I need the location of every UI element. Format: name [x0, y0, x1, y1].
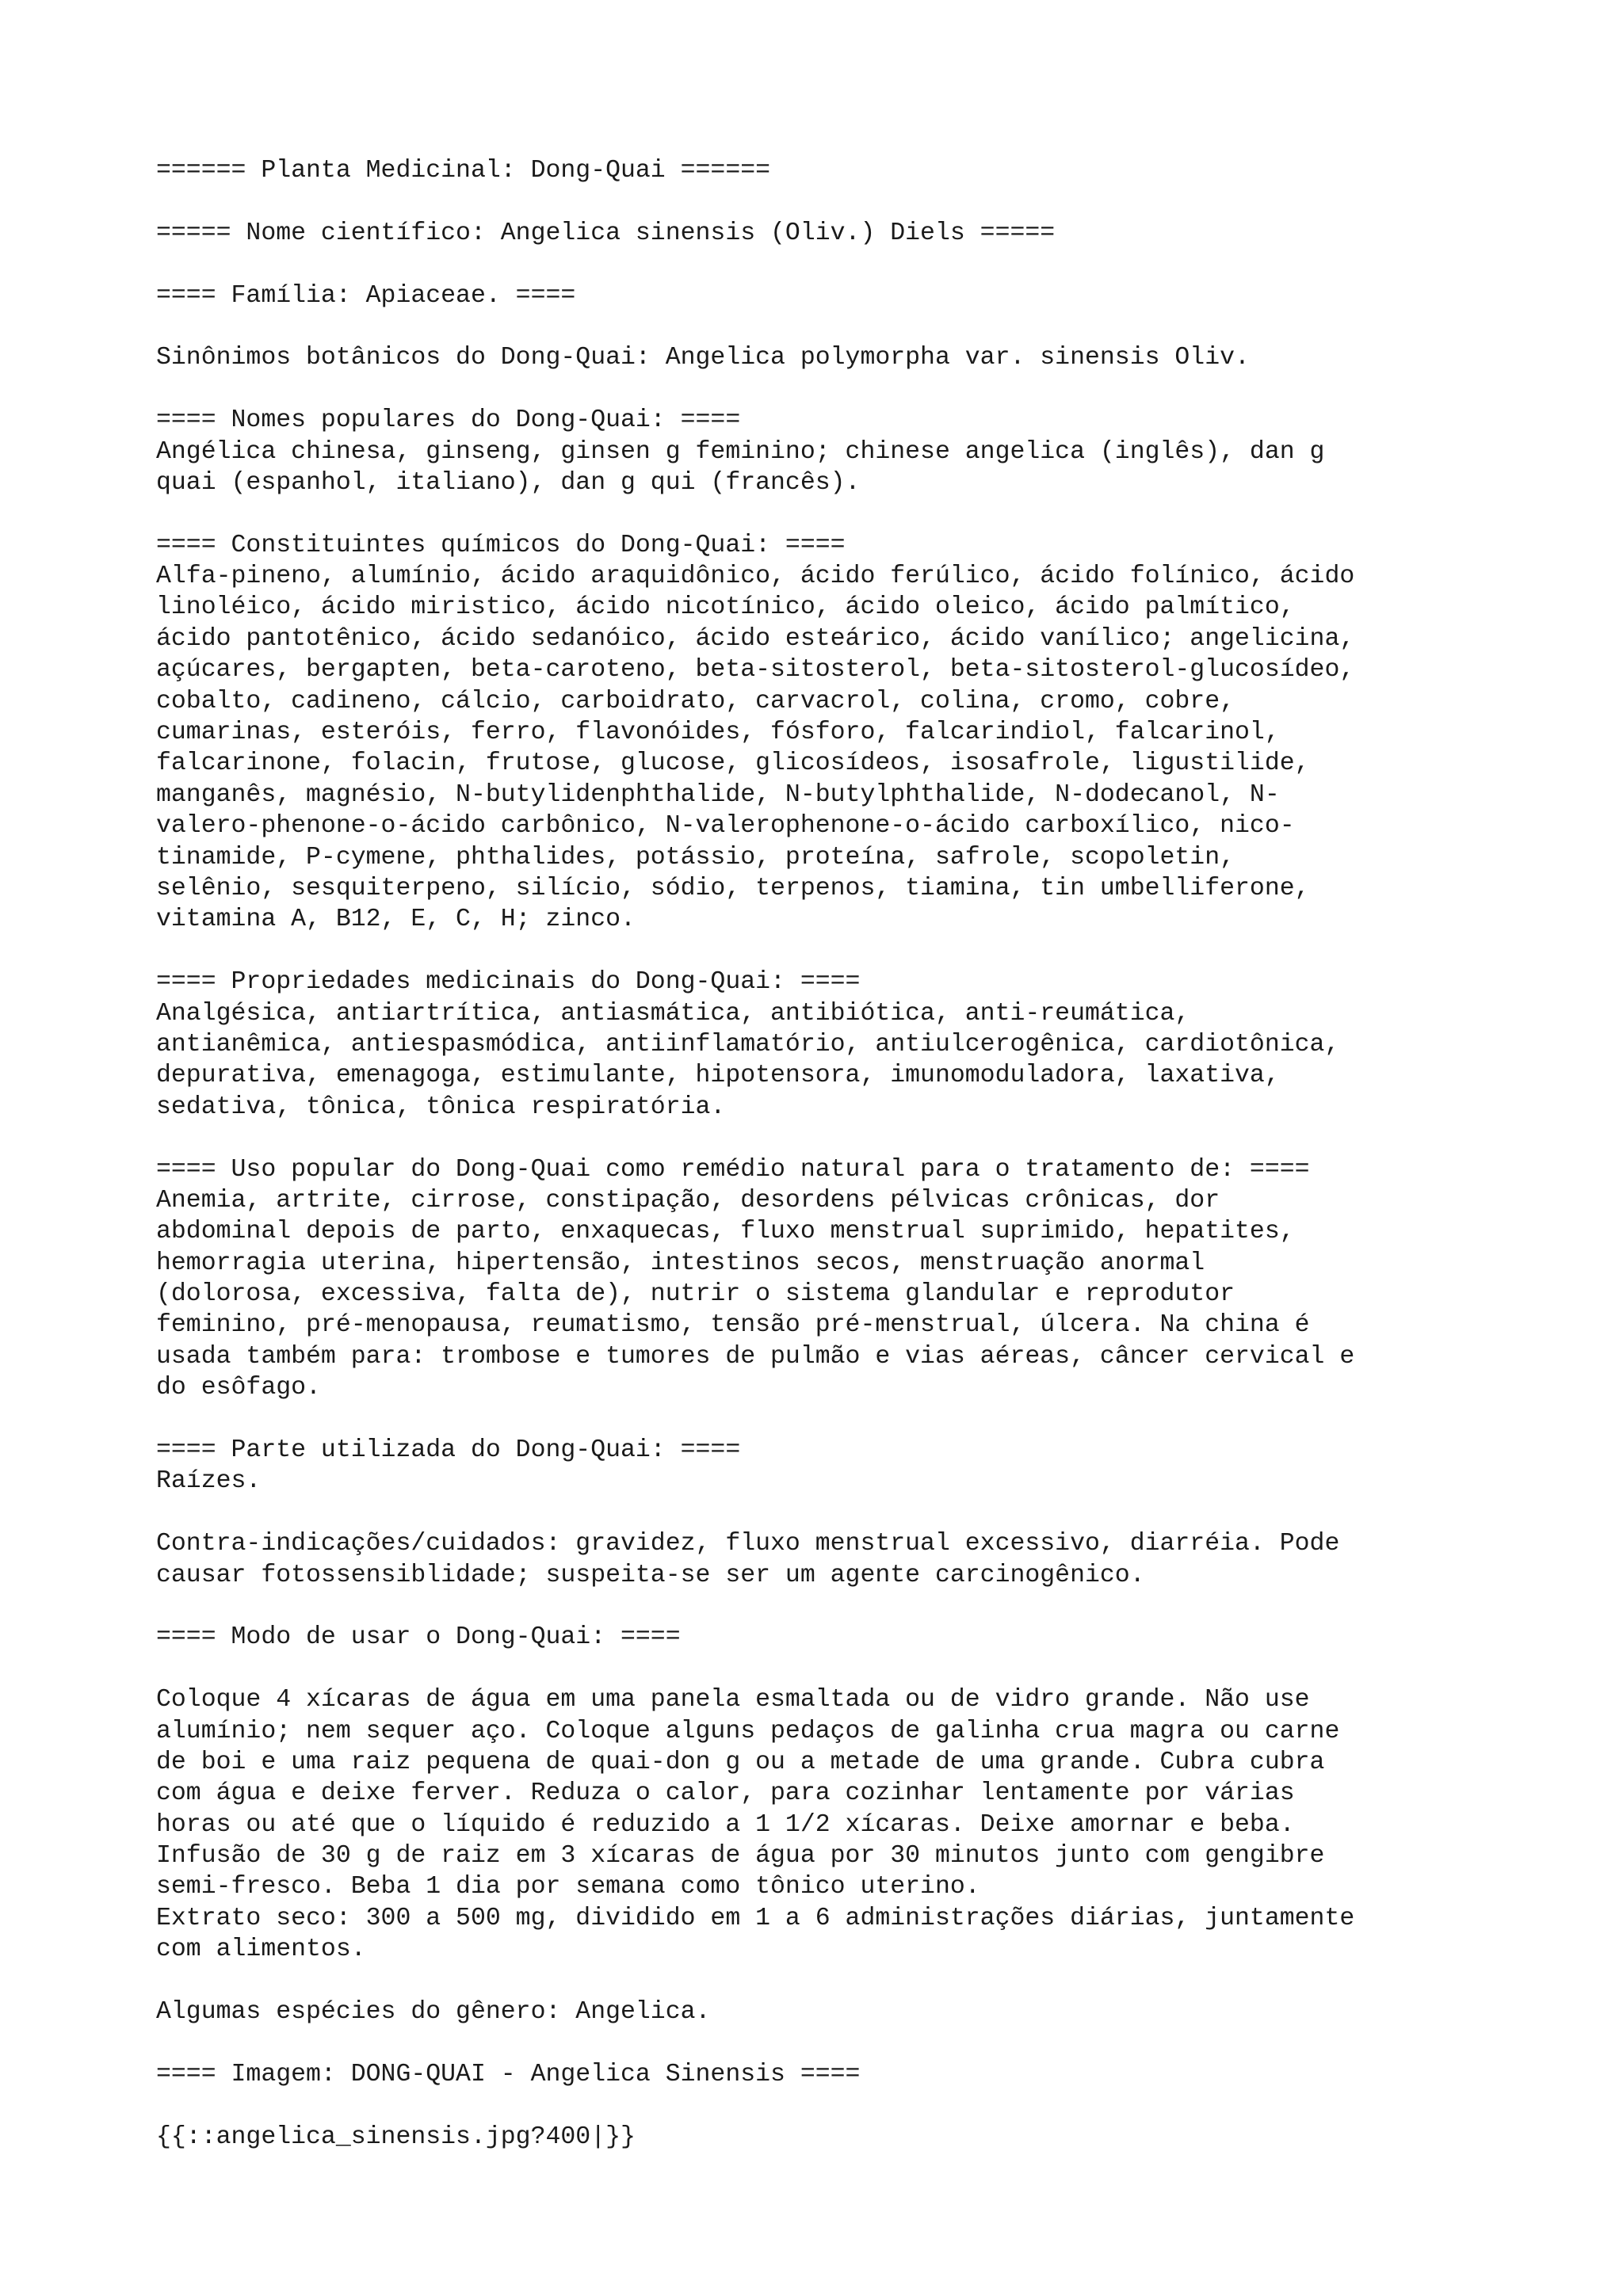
- part-used-line: Raízes.: [156, 1467, 262, 1496]
- chemical-constituents-line: Alfa-pineno, alumínio, ácido araquidônico, ácido ferúlico, ácido folínico, ácido: [156, 563, 1355, 591]
- chemical-constituents-line: manganês, magnésio, N-butylidenphthalide, N-butylphthalide, N-dodecanol, N-: [156, 780, 1280, 809]
- how-to-use-line: semi-fresco. Beba 1 dia por semana como tônico uterino.: [156, 1873, 980, 1901]
- spacer: [156, 498, 1487, 529]
- popular-use-line: abdominal depois de parto, enxaquecas, fluxo menstrual suprimido, hepatites,: [156, 1218, 1295, 1246]
- spacer: [156, 1404, 1487, 1435]
- contraindications-line: causar fotossensiblidade; suspeita-se ser um agente carcinogênico.: [156, 1561, 1145, 1589]
- how-to-use-line: com água e deixe ferver. Reduza o calor, para cozinhar lentamente por várias: [156, 1779, 1295, 1808]
- medicinal-properties-line: Analgésica, antiartrítica, antiasmática, antibiótica, anti-reumática,: [156, 999, 1190, 1028]
- document-body: [156, 155, 1487, 2153]
- spacer: [156, 374, 1487, 405]
- chemical-constituents-line: valero-phenone-o-ácido carbônico, N-valerophenone-o-ácido carboxílico, nico-: [156, 812, 1295, 841]
- popular-use-line: Anemia, artrite, cirrose, constipação, desordens pélvicas crônicas, dor: [156, 1186, 1220, 1215]
- chemical-constituents-line: cobalto, cadineno, cálcio, carboidrato, carvacrol, colina, cromo, cobre,: [156, 687, 1235, 715]
- popular-use-line: usada também para: trombose e tumores de pulmão e vias aéreas, câncer cervical e: [156, 1342, 1355, 1371]
- chemical-constituents-line: ácido pantotênico, ácido sedanóico, ácido esteárico, ácido vanílico; angelicina,: [156, 624, 1355, 653]
- popular-use-line: hemorragia uterina, hipertensão, intestinos secos, menstruação anormal: [156, 1249, 1205, 1277]
- spacer: [156, 311, 1487, 342]
- chemical-constituents-line: selênio, sesquiterpeno, silício, sódio, terpenos, tiamina, tin umbelliferone,: [156, 874, 1310, 902]
- popular-use-line: (dolorosa, excessiva, falta de), nutrir o sistema glandular e reprodutor: [156, 1280, 1235, 1309]
- chemical-constituents-line: tinamide, P-cymene, phthalides, potássio, proteína, safrole, scopoletin,: [156, 843, 1235, 871]
- spacer: [156, 1653, 1487, 1684]
- medicinal-properties-heading: ==== Propriedades medicinais do Dong-Quai: ====: [156, 968, 861, 997]
- spacer: [156, 2027, 1487, 2058]
- popular-names-line: quai (espanhol, italiano), dan g qui (francês).: [156, 468, 861, 497]
- image-heading: ==== Imagem: DONG-QUAI - Angelica Sinensis ====: [156, 2060, 861, 2088]
- popular-names-heading: ==== Nomes populares do Dong-Quai: ====: [156, 406, 741, 435]
- how-to-use-line: Coloque 4 xícaras de água em uma panela esmaltada ou de vidro grande. Não use: [156, 1686, 1310, 1714]
- how-to-use-heading: ==== Modo de usar o Dong-Quai: ====: [156, 1623, 681, 1652]
- page-title: ====== Planta Medicinal: Dong-Quai ======: [156, 157, 771, 185]
- chemical-constituents-line: vitamina A, B12, E, C, H; zinco.: [156, 906, 636, 934]
- spacer: [156, 249, 1487, 280]
- spacer: [156, 1497, 1487, 1528]
- popular-use-heading: ==== Uso popular do Dong-Quai como remédio natural para o tratamento de: ====: [156, 1155, 1310, 1184]
- spacer: [156, 1123, 1487, 1154]
- how-to-use-line: com alimentos.: [156, 1936, 366, 1964]
- medicinal-properties-line: antianêmica, antiespasmódica, antiinflamatório, antiulcerogênica, cardiotônica,: [156, 1030, 1340, 1058]
- spacer: [156, 1591, 1487, 1622]
- chemical-constituents-line: cumarinas, esteróis, ferro, flavonóides, fósforo, falcarindiol, falcarinol,: [156, 719, 1280, 747]
- spacer: [156, 1966, 1487, 1997]
- contraindications-line: Contra-indicações/cuidados: gravidez, fluxo menstrual excessivo, diarréia. Pode: [156, 1530, 1340, 1558]
- popular-use-line: feminino, pré-menopausa, reumatismo, tensão pré-menstrual, úlcera. Na china é: [156, 1311, 1310, 1340]
- spacer: [156, 936, 1487, 967]
- how-to-use-line: Infusão de 30 g de raiz em 3 xícaras de água por 30 minutos junto com gengibre: [156, 1842, 1325, 1871]
- spacer: [156, 2090, 1487, 2121]
- how-to-use-line: alumínio; nem sequer aço. Coloque alguns pedaços de galinha crua magra ou carne: [156, 1717, 1340, 1745]
- how-to-use-line: Extrato seco: 300 a 500 mg, dividido em 1 a 6 administrações diárias, juntamente: [156, 1904, 1355, 1932]
- image-markup: {{::angelica_sinensis.jpg?400|}}: [156, 2122, 636, 2151]
- chemical-constituents-line: falcarinone, folacin, frutose, glucose, glicosídeos, isosafrole, ligustilide,: [156, 749, 1310, 778]
- medicinal-properties-line: sedativa, tônica, tônica respiratória.: [156, 1093, 726, 1121]
- family-heading: ==== Família: Apiaceae. ====: [156, 281, 576, 310]
- popular-use-line: do esôfago.: [156, 1374, 321, 1402]
- scientific-name-heading: ===== Nome científico: Angelica sinensis (Oliv.) Diels =====: [156, 219, 1056, 247]
- how-to-use-line: de boi e uma raiz pequena de quai-don g ou a metade de uma grande. Cubra cubra: [156, 1748, 1325, 1776]
- popular-names-line: Angélica chinesa, ginseng, ginsen g feminino; chinese angelica (inglês), dan g: [156, 437, 1325, 466]
- chemical-constituents-heading: ==== Constituintes químicos do Dong-Quai: ====: [156, 531, 846, 559]
- chemical-constituents-line: açúcares, bergapten, beta-caroteno, beta-sitosterol, beta-sitosterol-glucosídeo,: [156, 656, 1355, 685]
- synonyms-text: Sinônimos botânicos do Dong-Quai: Angelica polymorpha var. sinensis Oliv.: [156, 344, 1250, 372]
- medicinal-properties-line: depurativa, emenagoga, estimulante, hipotensora, imunomoduladora, laxativa,: [156, 1062, 1280, 1090]
- chemical-constituents-line: linoléico, ácido miristico, ácido nicotínico, ácido oleico, ácido palmítico,: [156, 593, 1295, 622]
- part-used-heading: ==== Parte utilizada do Dong-Quai: ====: [156, 1436, 741, 1465]
- spacer: [156, 186, 1487, 217]
- how-to-use-line: horas ou até que o líquido é reduzido a 1 1/2 xícaras. Deixe amornar e beba.: [156, 1810, 1295, 1839]
- species-text: Algumas espécies do gênero: Angelica.: [156, 1998, 711, 2027]
